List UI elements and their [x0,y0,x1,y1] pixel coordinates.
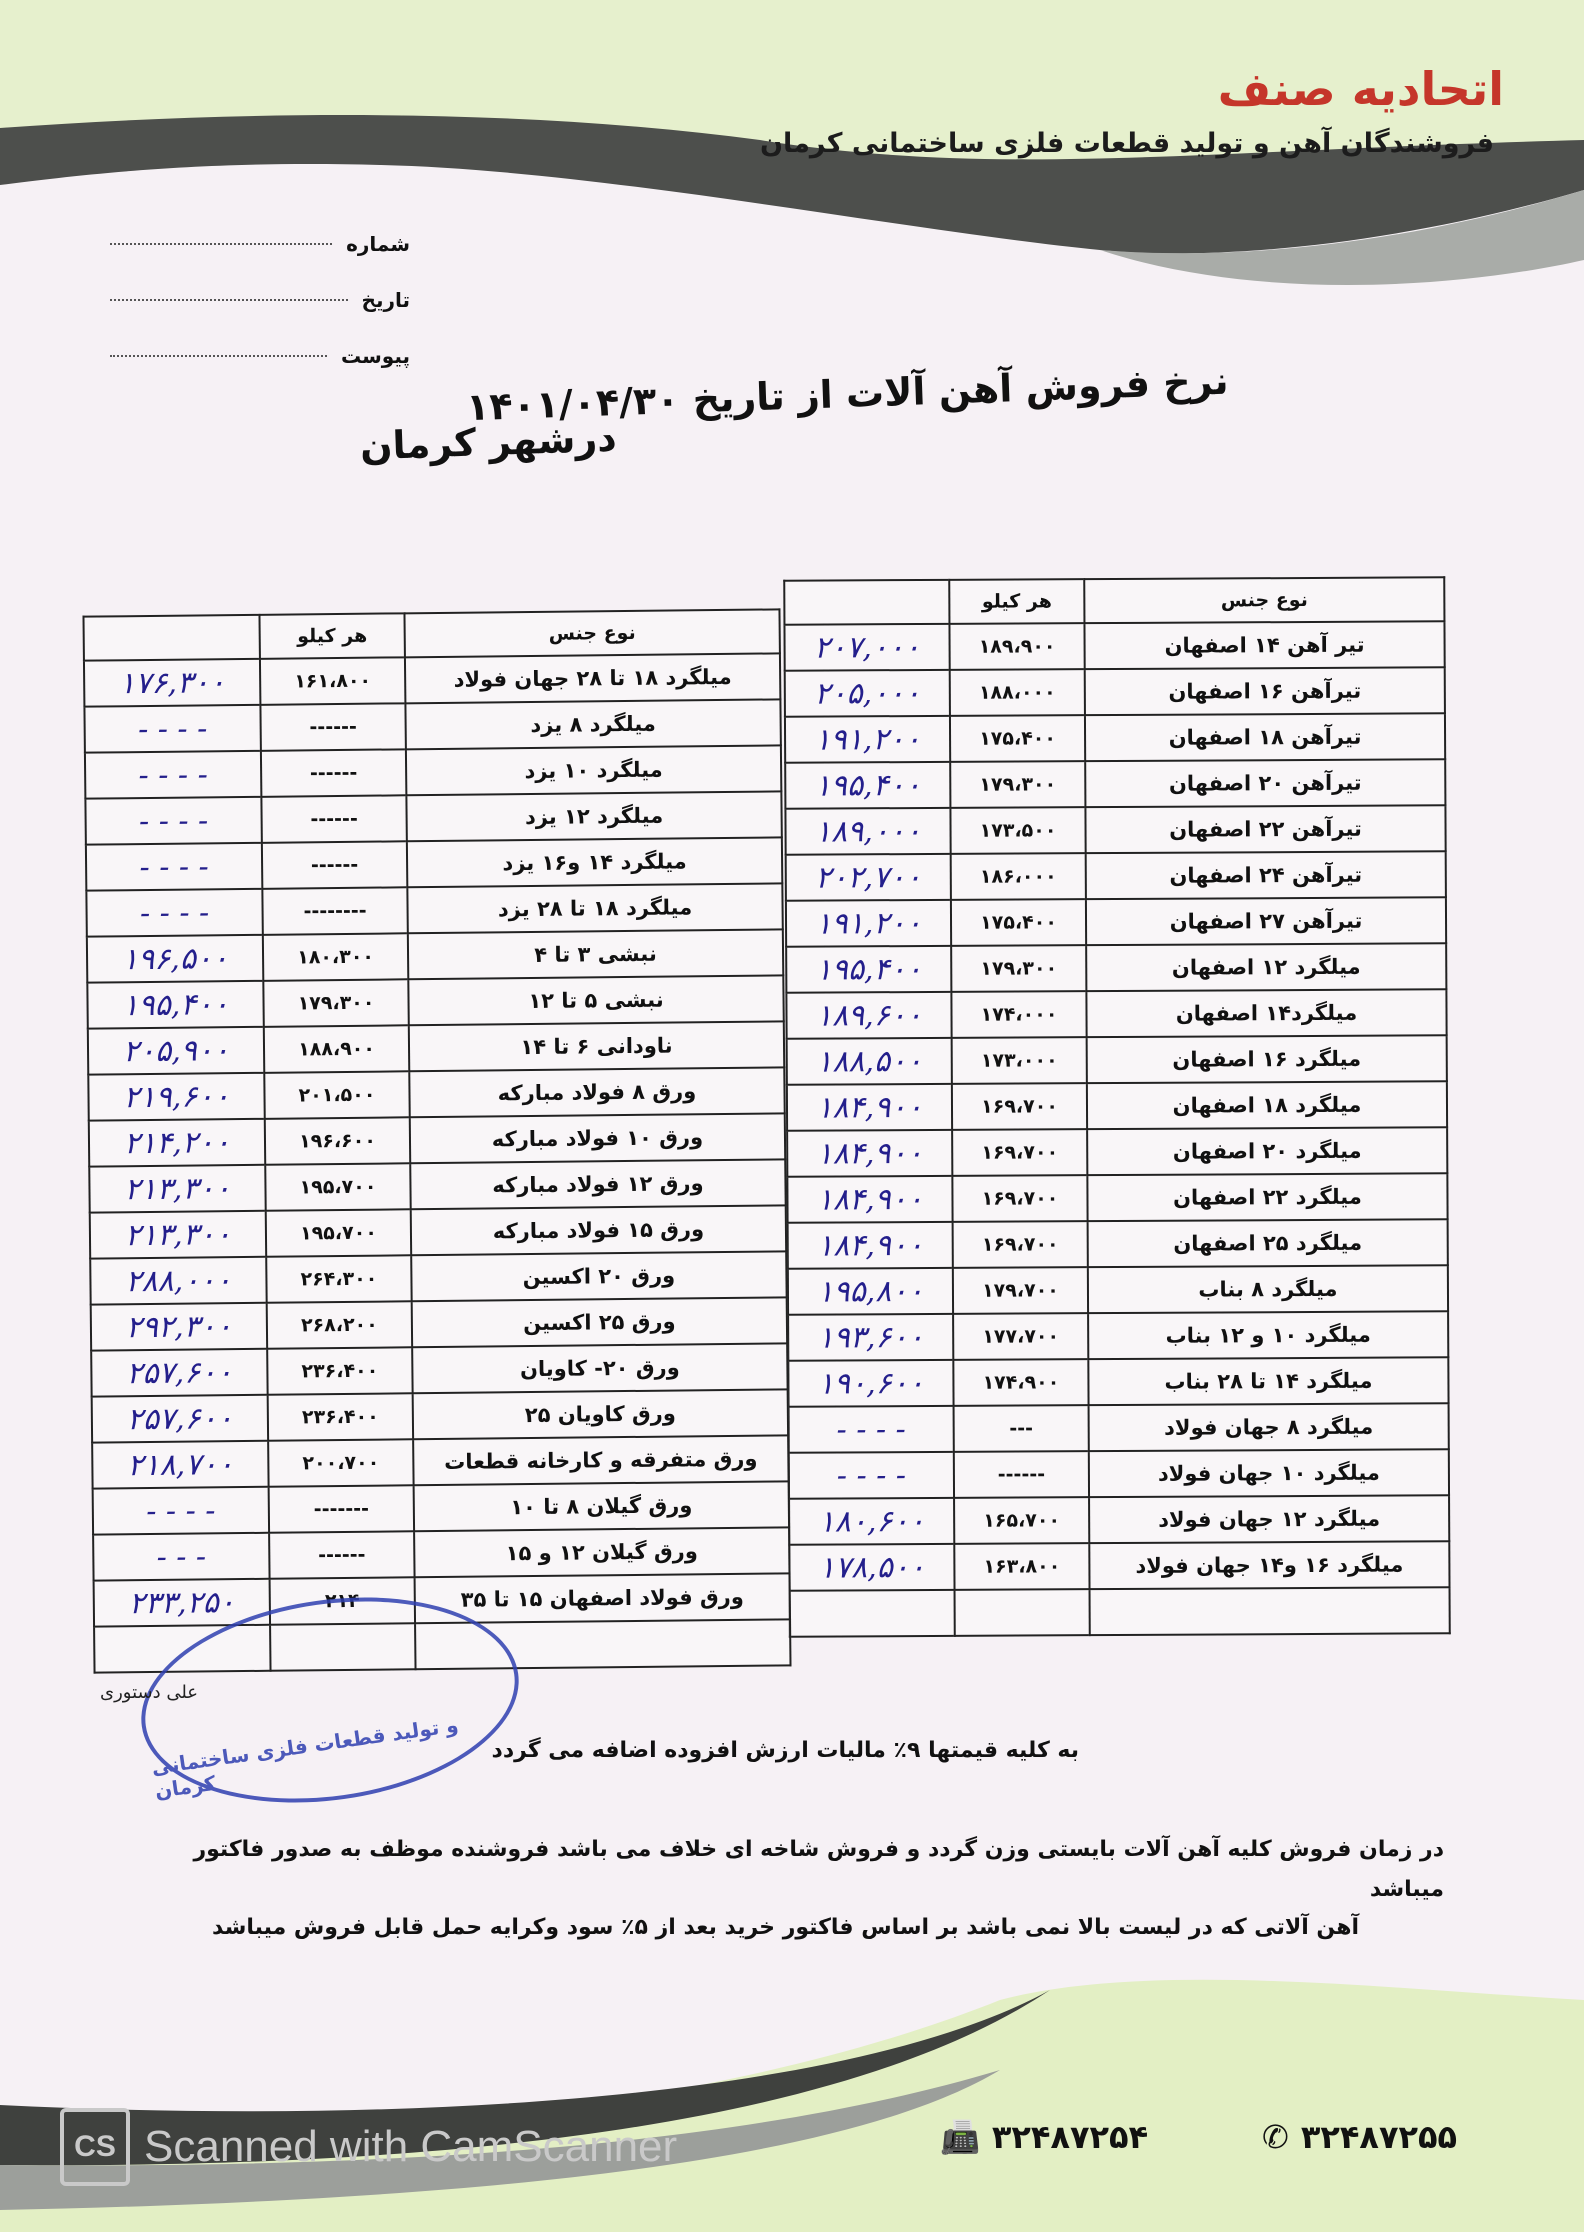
cell-per-kilo: ۱۸۸،۰۰۰ [950,669,1085,716]
cell-type: میلگرد ۸ یزد [405,699,780,749]
cell-handwritten-price: ۲۳۳,۲۵۰ [94,1579,270,1627]
table-row [84,699,780,752]
table-row [86,883,782,936]
header-handwritten [784,580,949,625]
table-row [787,1035,1447,1084]
cell-per-kilo: ۲۶۸،۲۰۰ [267,1301,412,1349]
cell-type: ورق گیلان ۸ تا ۱۰ [414,1481,789,1531]
cell-per-kilo: ------ [954,1451,1089,1498]
watermark-text: Scanned with CamScanner [144,2122,678,2171]
cell-type: میلگرد ۱۸ تا ۲۸ جهان فولاد [405,653,780,703]
attachment-label: پیوست [340,344,410,368]
cell-handwritten-price: ۲۰۷,۰۰۰ [784,624,949,671]
cell-per-kilo: ۱۷۹،۳۰۰ [951,945,1086,992]
note-unlisted: آهن آلاتی که در لیست بالا نمی باشد بر اساس فاکتور خرید بعد از ۵٪ سود وکرایه حمل قابل فروش میباشد [212,1915,1359,1940]
cell-type: میلگرد ۱۲ یزد [406,791,781,841]
cell-handwritten-price: ۲۹۲,۳۰۰ [91,1303,267,1351]
cell-per-kilo: ۱۹۵،۷۰۰ [266,1209,411,1257]
table-row [786,943,1446,992]
table-row [784,621,1444,670]
cell-handwritten-price: ۱۹۵,۴۰۰ [87,981,263,1029]
table-row [788,1219,1448,1268]
cell-per-kilo: ۱۸۹،۹۰۰ [949,623,1084,670]
cell-per-kilo: ۲۰۱،۵۰۰ [264,1071,409,1119]
cell-handwritten-price: - - - - [85,751,261,799]
cell-type: میلگرد ۱۴ تا ۲۸ بناب [1088,1357,1448,1405]
table-row [87,929,783,982]
cell-handwritten-price: ۱۸۰,۶۰۰ [789,1498,954,1545]
cell-handwritten-price: ۲۰۵,۰۰۰ [785,670,950,717]
cell-type: ورق ۱۵ فولاد مبارکه [411,1205,786,1255]
header-per-kilo: هر کیلو [949,579,1084,624]
table-row [90,1205,786,1258]
cell-per-kilo: ------ [261,749,406,797]
cell-type: ورق ۲۰ اکسین [411,1251,786,1301]
cell-type: میلگرد ۱۲ جهان فولاد [1089,1495,1449,1543]
cell-per-kilo: --- [954,1405,1089,1452]
cell-type: ورق متفرقه و کارخانه قطعات [413,1435,788,1485]
header-per-kilo: هر کیلو [259,613,404,659]
cell-per-kilo: ۱۸۸،۹۰۰ [264,1025,409,1073]
cell-per-kilo: ------ [262,841,407,889]
cell-handwritten-price: ۱۸۹,۰۰۰ [785,808,950,855]
cell-per-kilo: ۱۶۳،۸۰۰ [954,1543,1089,1590]
cell-per-kilo: ۱۸۰،۳۰۰ [263,933,408,981]
cell-per-kilo: ۱۶۹،۷۰۰ [952,1175,1087,1222]
table-row [91,1297,787,1350]
attachment-field [110,344,410,368]
cell-handwritten-price: ۲۱۹,۶۰۰ [88,1073,264,1121]
cell-per-kilo: ۱۶۱،۸۰۰ [260,657,405,705]
cell-handwritten-price: ۲۵۷,۶۰۰ [91,1349,267,1397]
cell-handwritten-price: - - - - [789,1452,954,1499]
cell-type: تیر آهن ۱۴ اصفهان [1084,621,1444,669]
table-row [785,759,1445,808]
cell-per-kilo: ------ [260,703,405,751]
empty-cell [790,1590,955,1637]
cell-per-kilo: ۲۱۴ [270,1577,415,1625]
number-label: شماره [346,232,410,256]
cell-handwritten-price: ۱۹۶,۵۰۰ [87,935,263,983]
table-row [89,1159,785,1212]
table-row [789,1495,1449,1544]
table-row [92,1389,788,1442]
fax-number [940,2118,1148,2156]
phone-number [1262,2118,1457,2156]
stamp-text: و تولید قطعات فلزی ساختمانی کرمان [149,1712,460,1804]
cell-per-kilo: ------ [269,1531,414,1579]
price-table-right [783,576,1451,1637]
cell-per-kilo: ۱۷۵،۴۰۰ [951,899,1086,946]
cell-per-kilo: ۱۷۹،۳۰۰ [263,979,408,1027]
cell-per-kilo: ۱۶۹،۷۰۰ [952,1083,1087,1130]
date-field [110,288,410,312]
table-row [785,713,1445,762]
cell-per-kilo: ۱۷۵،۴۰۰ [950,715,1085,762]
document-title: نرخ فروش آهن آلات از تاریخ ۱۴۰۱/۰۴/۳۰ [465,358,1230,430]
cell-handwritten-price: - - - - [86,889,262,937]
cell-type: تیرآهن ۲۷ اصفهان [1086,897,1446,945]
cell-per-kilo: ۱۷۴،۰۰۰ [951,991,1086,1038]
cell-handwritten-price: ۱۷۶,۳۰۰ [84,659,260,707]
date-label: تاریخ [361,288,410,312]
cell-type: میلگرد ۱۰ یزد [406,745,781,795]
table-row [93,1481,789,1534]
stamp-signatory: علی دستوری [100,1682,199,1703]
header-type: نوع جنس [1084,577,1444,623]
cell-per-kilo: -------- [262,887,407,935]
cell-per-kilo: ۱۶۹،۷۰۰ [952,1129,1087,1176]
cell-type: ورق ۲۰- کاویان [412,1343,787,1393]
cell-type: میلگرد ۸ جهان فولاد [1089,1403,1449,1451]
cell-per-kilo: ۱۷۹،۳۰۰ [950,761,1085,808]
cell-handwritten-price: ۲۱۳,۳۰۰ [89,1165,265,1213]
cell-type: میلگرد ۱۴ و۱۶ یزد [407,837,782,887]
table-row [91,1343,787,1396]
cell-handwritten-price: - - - [93,1533,269,1581]
table-row [86,837,782,890]
number-field [110,232,410,256]
cell-handwritten-price: - - - - [789,1406,954,1453]
cell-per-kilo: ------ [261,795,406,843]
cell-type: نبشی ۳ تا ۴ [408,929,783,979]
table-row [789,1403,1449,1452]
price-table-left [82,608,791,1673]
cell-handwritten-price: ۲۱۴,۲۰۰ [89,1119,265,1167]
table-row [788,1265,1448,1314]
camscanner-watermark [60,2108,677,2186]
cell-type: میلگرد۱۴ اصفهان [1086,989,1446,1037]
table-row [85,791,781,844]
table-row [786,897,1446,946]
table-row [785,805,1445,854]
note-weighing: در زمان فروش کلیه آهن آلات بایستی وزن گردد و فروش شاخه ای خلاف می باشد فروشنده موظف به صدور فاکتور میباشد [193,1837,1444,1902]
cell-type: نبشی ۵ تا ۱۲ [408,975,783,1025]
cell-per-kilo: ۱۶۹،۷۰۰ [953,1221,1088,1268]
table-row [88,1021,784,1074]
cell-handwritten-price: ۲۱۸,۷۰۰ [92,1441,268,1489]
cell-per-kilo: ۱۷۷،۷۰۰ [953,1313,1088,1360]
header-type: نوع جنس [404,609,779,657]
fax-value: ۳۲۴۸۷۲۵۴ [991,2118,1149,2156]
table-row [789,1541,1449,1590]
cell-per-kilo: ۱۹۵،۷۰۰ [265,1163,410,1211]
cell-type: تیرآهن ۲۰ اصفهان [1085,759,1445,807]
empty-row [790,1587,1450,1636]
cell-type: ورق ۱۰ فولاد مبارکه [410,1113,785,1163]
cell-type: ناودانی ۶ تا ۱۴ [409,1021,784,1071]
phone-value: ۳۲۴۸۷۲۵۵ [1300,2118,1458,2156]
document-title-city: درشهر کرمان [359,415,618,469]
cell-handwritten-price: - - - - [86,843,262,891]
table-row [90,1251,786,1304]
cell-handwritten-price: ۲۰۲,۷۰۰ [786,854,951,901]
cell-handwritten-price: ۱۸۹,۶۰۰ [786,992,951,1039]
cell-per-kilo: ۲۳۶،۴۰۰ [268,1393,413,1441]
date-line [110,299,348,301]
empty-cell [1090,1587,1450,1635]
header-handwritten [83,615,259,661]
cell-type: میلگرد ۱۶ و۱۴ جهان فولاد [1089,1541,1449,1589]
cell-per-kilo: ۱۹۶،۶۰۰ [265,1117,410,1165]
cell-type: ورق فولاد اصفهان ۱۵ تا ۳۵ [415,1573,790,1623]
cell-type: ورق کاویان ۲۵ [413,1389,788,1439]
cell-handwritten-price: - - - - [93,1487,269,1535]
cell-type: میلگرد ۲۵ اصفهان [1088,1219,1448,1267]
table-row [785,667,1445,716]
cell-handwritten-price: ۱۹۱,۲۰۰ [785,716,950,763]
cell-type: تیرآهن ۲۴ اصفهان [1086,851,1446,899]
number-line [110,243,332,245]
table-row [85,745,781,798]
cell-per-kilo: ۱۷۳،۵۰۰ [950,807,1085,854]
cell-per-kilo: ۱۷۹،۷۰۰ [953,1267,1088,1314]
cell-per-kilo: ۱۷۳،۰۰۰ [952,1037,1087,1084]
cell-per-kilo: ۲۳۶،۴۰۰ [267,1347,412,1395]
cell-handwritten-price: ۱۹۱,۲۰۰ [786,900,951,947]
table-row [789,1449,1449,1498]
table-row [786,851,1446,900]
cell-handwritten-price: ۲۱۳,۳۰۰ [90,1211,266,1259]
table-row [787,1127,1447,1176]
table-row [92,1435,788,1488]
cell-type: ورق ۸ فولاد مبارکه [409,1067,784,1117]
cell-type: تیرآهن ۲۲ اصفهان [1085,805,1445,853]
cell-type: میلگرد ۱۸ اصفهان [1087,1081,1447,1129]
cell-handwritten-price: ۱۸۴,۹۰۰ [787,1084,952,1131]
table-row [786,989,1446,1038]
cell-handwritten-price: - - - - [84,705,260,753]
cell-handwritten-price: ۱۹۵,۴۰۰ [786,946,951,993]
table-row [788,1357,1448,1406]
cell-handwritten-price: ۱۹۵,۸۰۰ [788,1268,953,1315]
phone-icon: ✆ [1262,2118,1289,2156]
cell-handwritten-price: ۱۸۴,۹۰۰ [788,1222,953,1269]
empty-cell [955,1589,1090,1636]
table-row [87,975,783,1028]
cell-type: میلگرد ۱۰ و ۱۲ بناب [1088,1311,1448,1359]
cell-type: میلگرد ۱۶ اصفهان [1087,1035,1447,1083]
cell-handwritten-price: ۱۹۰,۶۰۰ [788,1360,953,1407]
cell-handwritten-price: ۱۹۳,۶۰۰ [788,1314,953,1361]
cell-handwritten-price: ۲۸۸,۰۰۰ [90,1257,266,1305]
table-row [788,1311,1448,1360]
org-subtitle: فروشندگان آهن و تولید قطعات فلزی ساختمانی کرمان [760,128,1494,159]
table-row [89,1113,785,1166]
table-row [787,1081,1447,1130]
cell-handwritten-price: ۲۵۷,۶۰۰ [92,1395,268,1443]
fax-icon: 📠 [940,2118,980,2156]
cell-type: میلگرد ۲۰ اصفهان [1087,1127,1447,1175]
cell-per-kilo: ۲۶۴،۳۰۰ [266,1255,411,1303]
table-row [787,1173,1447,1222]
cell-handwritten-price: ۱۷۸,۵۰۰ [789,1544,954,1591]
cell-handwritten-price: ۱۸۴,۹۰۰ [787,1176,952,1223]
cell-type: ورق گیلان ۱۲ و ۱۵ [414,1527,789,1577]
cell-handwritten-price: - - - - [85,797,261,845]
cell-handwritten-price: ۱۹۵,۴۰۰ [785,762,950,809]
cell-type: میلگرد ۲۲ اصفهان [1087,1173,1447,1221]
cell-handwritten-price: ۲۰۵,۹۰۰ [88,1027,264,1075]
org-title: اتحادیه صنف [1217,62,1504,116]
camscanner-logo-icon: CS [60,2108,130,2186]
cell-type: ورق ۲۵ اکسین [412,1297,787,1347]
attachment-line [110,355,327,357]
cell-per-kilo: ۱۷۴،۹۰۰ [953,1359,1088,1406]
table-row [88,1067,784,1120]
table-row [93,1527,789,1580]
cell-type: ورق ۱۲ فولاد مبارکه [410,1159,785,1209]
cell-per-kilo: ۲۰۰،۷۰۰ [268,1439,413,1487]
table-row [84,653,780,706]
cell-handwritten-price: ۱۸۴,۹۰۰ [787,1130,952,1177]
cell-type: میلگرد ۱۲ اصفهان [1086,943,1446,991]
cell-per-kilo: ۱۸۶،۰۰۰ [951,853,1086,900]
cell-type: تیرآهن ۱۸ اصفهان [1085,713,1445,761]
cell-handwritten-price: ۱۸۸,۵۰۰ [787,1038,952,1085]
cell-per-kilo: ۱۶۵،۷۰۰ [954,1497,1089,1544]
cell-type: میلگرد ۱۰ جهان فولاد [1089,1449,1449,1497]
cell-per-kilo: ------- [269,1485,414,1533]
note-vat: به کلیه قیمتها ۹٪ مالیات ارزش افزوده اضافه می گردد [491,1738,1079,1763]
cell-type: میلگرد ۱۸ تا ۲۸ یزد [407,883,782,933]
cell-type: میلگرد ۸ بناب [1088,1265,1448,1313]
cell-type: تیرآهن ۱۶ اصفهان [1085,667,1445,715]
